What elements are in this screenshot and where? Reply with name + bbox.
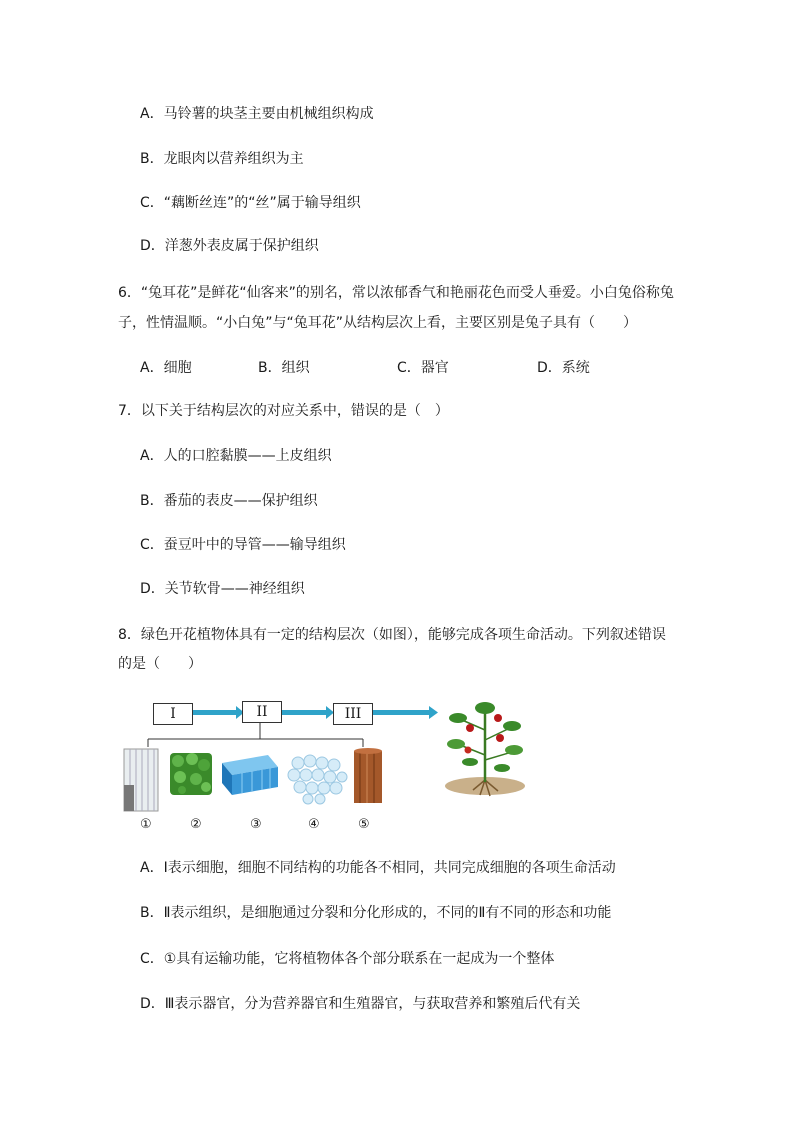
q6-option-b: B．组织	[258, 360, 310, 376]
nutritive-tissue-icon	[170, 753, 212, 795]
q8-option-b: B．Ⅱ表示组织，是细胞通过分裂和分化形成的，不同的Ⅱ有不同的形态和功能	[140, 905, 612, 921]
box-organ: III	[333, 703, 373, 725]
q5-option-a: A．马铃薯的块茎主要由机械组织构成	[140, 106, 374, 122]
q8-option-c: C．①具有运输功能，它将植物体各个部分联系在一起成为一个整体	[140, 951, 555, 967]
q8-option-a: A．Ⅰ表示细胞，细胞不同结构的功能各不相同，共同完成细胞的各项生命活动	[140, 860, 616, 876]
mechanical-tissue-icon	[354, 748, 382, 803]
q8-stem-line2: 的是（ ）	[118, 656, 202, 672]
q7-option-d: D．关节软骨——神经组织	[140, 581, 305, 597]
q6-stem-line2: 子，性情温顺。“小白兔”与“兔耳花”从结构层次上看，主要区别是兔子具有（ ）	[118, 315, 638, 331]
q7-stem: 7．以下关于结构层次的对应关系中，错误的是（ ）	[118, 403, 449, 419]
label-2: ②	[190, 817, 202, 832]
q7-option-c: C．蚕豆叶中的导管——输导组织	[140, 537, 346, 553]
q8-option-d: D．Ⅲ表示器官，分为营养器官和生殖器官，与获取营养和繁殖后代有关	[140, 996, 581, 1012]
arrow-2	[282, 706, 334, 719]
q7-option-b: B．番茄的表皮——保护组织	[140, 493, 318, 509]
label-5: ⑤	[358, 817, 370, 832]
q7-option-a: A．人的口腔黏膜——上皮组织	[140, 448, 332, 464]
q6-option-c: C．器官	[397, 360, 449, 376]
q6-stem-line1: 6．“兔耳花”是鲜花“仙客来”的别名，常以浓郁香气和艳丽花色而受人垂爱。小白兔俗称兔	[118, 285, 674, 301]
arrow-3	[373, 706, 438, 719]
bracket-lines	[148, 723, 363, 747]
q5-option-d: D．洋葱外表皮属于保护组织	[140, 238, 319, 254]
q6-option-a: A．细胞	[140, 360, 192, 376]
meristematic-tissue-icon	[288, 755, 347, 804]
arrow-1	[192, 706, 244, 719]
q8-stem-line1: 8．绿色开花植物体具有一定的结构层次（如图），能够完成各项生命活动。下列叙述错误	[118, 627, 666, 643]
label-4: ④	[308, 817, 320, 832]
q5-option-b: B．龙眼肉以营养组织为主	[140, 151, 304, 167]
tomato-plant-icon	[440, 700, 530, 800]
label-3: ③	[250, 817, 262, 832]
box-cell: I	[153, 703, 193, 725]
q5-option-c: C．“藕断丝连”的“丝”属于输导组织	[140, 195, 361, 211]
box-tissue: II	[242, 701, 282, 723]
label-1: ①	[140, 817, 152, 832]
q6-option-d: D．系统	[537, 360, 590, 376]
conducting-tissue-icon	[124, 749, 158, 811]
protective-tissue-icon	[222, 755, 278, 795]
